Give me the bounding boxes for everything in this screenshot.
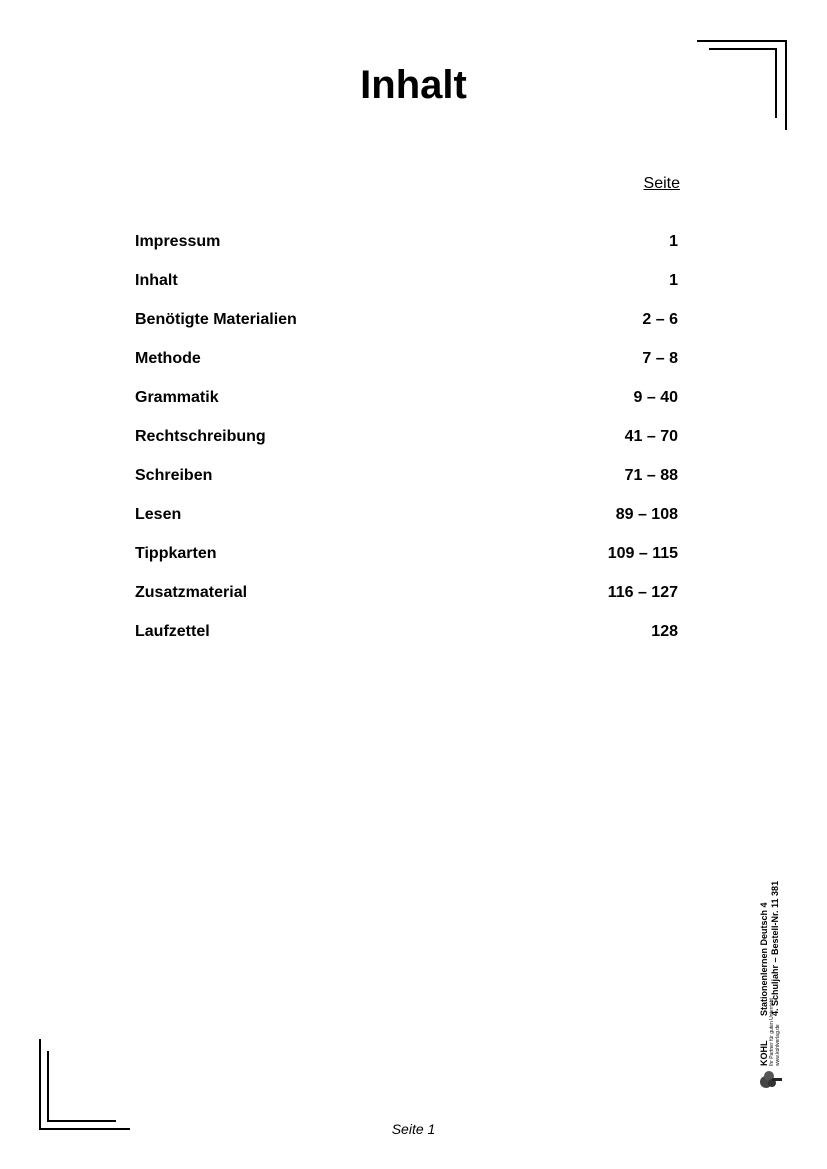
toc-entry-pages: 71 – 88 xyxy=(624,467,678,484)
toc-row xyxy=(135,622,678,661)
toc-row xyxy=(135,310,678,349)
toc-entry-label: Zusatzmaterial xyxy=(135,584,248,601)
toc-entry-pages: 109 – 115 xyxy=(607,545,678,562)
tree-logo-icon xyxy=(757,1068,783,1090)
toc-row xyxy=(135,271,678,310)
top-right-corner-inner-h xyxy=(709,48,777,50)
toc-entry-label: Schreiben xyxy=(135,467,213,484)
publisher-tagline: Ihr Partner für guten Unterricht xyxy=(769,998,775,1066)
toc-entry-pages: 128 xyxy=(651,623,678,640)
toc-entry-pages: 2 – 6 xyxy=(642,311,678,328)
bottom-left-corner-outer-v xyxy=(39,1039,41,1130)
toc-row xyxy=(135,544,678,583)
toc-row xyxy=(135,466,678,505)
toc-row xyxy=(135,349,678,388)
toc-entry-label: Impressum xyxy=(135,233,221,250)
toc-entry-label: Inhalt xyxy=(135,272,178,289)
page-column-header: Seite xyxy=(643,175,680,192)
publisher-sidebar xyxy=(744,868,796,1090)
book-title: Stationenlernen Deutsch 4 xyxy=(759,902,769,1016)
toc-entry-label: Rechtschreibung xyxy=(135,428,266,445)
toc-row xyxy=(135,505,678,544)
toc-entry-pages: 1 xyxy=(669,272,678,289)
toc-row xyxy=(135,388,678,427)
page-title: Inhalt xyxy=(360,63,467,107)
top-right-corner-outer-h xyxy=(697,40,787,42)
table-of-contents xyxy=(135,232,678,661)
toc-row xyxy=(135,427,678,466)
toc-entry-pages: 9 – 40 xyxy=(633,389,678,406)
toc-entry-pages: 1 xyxy=(669,233,678,250)
toc-entry-label: Laufzettel xyxy=(135,623,210,640)
toc-row xyxy=(135,583,678,622)
publisher-name: KOHL xyxy=(759,1040,769,1066)
bottom-left-corner-inner-v xyxy=(47,1051,49,1122)
toc-entry-label: Benötigte Materialien xyxy=(135,311,297,328)
toc-entry-pages: 7 – 8 xyxy=(642,350,678,367)
toc-entry-label: Tippkarten xyxy=(135,545,217,562)
publisher-logo xyxy=(744,998,796,1090)
toc-entry-label: Grammatik xyxy=(135,389,219,406)
book-details: 4. Schuljahr – Bestell-Nr. 11 381 xyxy=(770,880,780,1016)
toc-entry-label: Methode xyxy=(135,350,201,367)
toc-row xyxy=(135,232,678,271)
toc-entry-pages: 116 – 127 xyxy=(607,584,678,601)
toc-entry-label: Lesen xyxy=(135,506,182,523)
toc-entry-pages: 41 – 70 xyxy=(624,428,678,445)
toc-entry-pages: 89 – 108 xyxy=(615,506,678,523)
publisher-website: www.kohlverlag.de xyxy=(775,1024,781,1066)
page-footer: Seite 1 xyxy=(391,1121,436,1137)
